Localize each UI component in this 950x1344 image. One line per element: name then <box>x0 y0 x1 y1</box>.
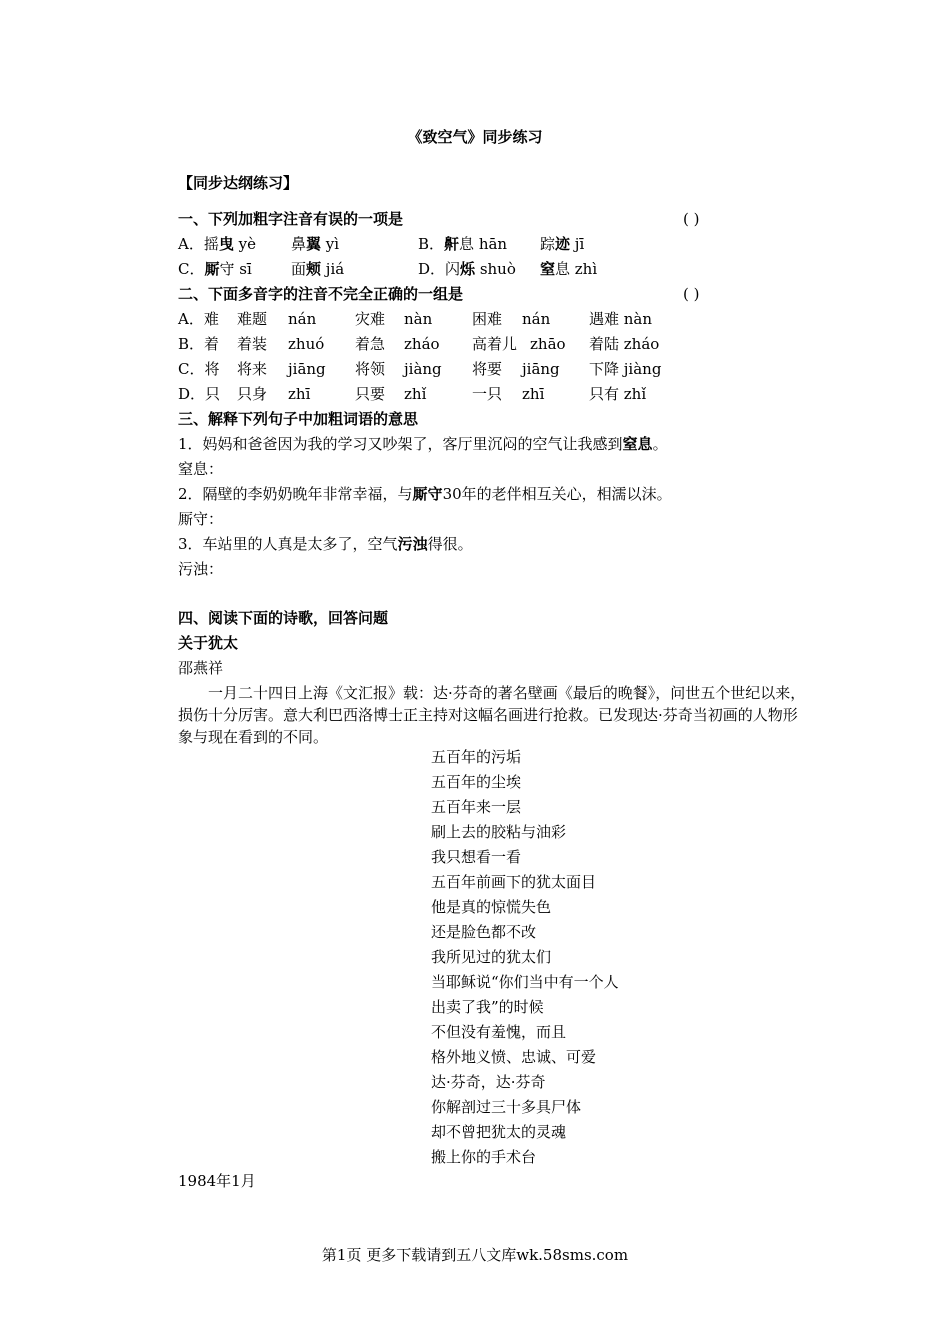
q1-option-c2 <box>291 258 344 280</box>
q1-c-label: C． <box>178 260 205 278</box>
poem-line: 五百年来一层 <box>431 798 522 816</box>
poem-line: 格外地义愤、忠诚、可爱 <box>431 1048 597 1066</box>
q2-cell: 下降 jiàng <box>589 360 662 378</box>
q2-cell: 着急 <box>355 335 386 353</box>
q1-a-pinyin: yè <box>233 235 256 253</box>
q3-answer-3: 污浊： <box>178 560 224 578</box>
q1-b-rest: 息 hān <box>459 235 508 253</box>
q1-a2-pre: 鼻 <box>291 235 307 253</box>
q3-heading: 三、解释下列句子中加粗词语的意思 <box>178 410 419 428</box>
poem-line: 刷上去的胶粘与油彩 <box>431 823 567 841</box>
q1-a2-pinyin: yì <box>321 235 340 253</box>
q1-a-bold: 曳 <box>218 235 234 253</box>
q1-d2-rest: 息 zhì <box>555 260 598 278</box>
q3-s1-bold: 窒息 <box>622 435 653 453</box>
q2-cell: 将要 <box>472 360 503 378</box>
q3-s2-bold: 厮守 <box>412 485 443 503</box>
poem-line: 达·芬奇，达·芬奇 <box>431 1073 546 1091</box>
page-title: 《致空气》同步练习 <box>407 128 543 146</box>
q1-c2-pre: 面 <box>291 260 307 278</box>
q2-cell: nán <box>522 310 551 328</box>
q2-cell: 只要 <box>355 385 386 403</box>
q2-cell: jiāng <box>288 360 326 378</box>
q1-b2-bold: 迹 <box>555 235 571 253</box>
q1-c-bold: 厮 <box>204 260 220 278</box>
q1-d2-bold: 窒 <box>540 260 556 278</box>
q3-s1-post: 。 <box>652 435 668 453</box>
section-header: 【同步达纲练习】 <box>178 174 299 192</box>
poem-line: 还是脸色都不改 <box>431 923 537 941</box>
q2-cell: 灾难 <box>355 310 386 328</box>
q1-c-rest: 守 sī <box>219 260 252 278</box>
q2-cell: 将来 <box>237 360 268 378</box>
q2-cell: jiàng <box>404 360 442 378</box>
q3-answer-1: 窒息： <box>178 460 224 478</box>
q1-a2-bold: 翼 <box>306 235 322 253</box>
q2-cell: 难题 <box>237 310 268 328</box>
q1-heading: 一、下列加粗字注音有误的一项是 <box>178 210 404 228</box>
q2-heading: 二、下面多音字的注音不完全正确的一组是 <box>178 285 464 303</box>
q1-b-bold: 鼾 <box>444 235 460 253</box>
q1-option-b <box>418 233 507 255</box>
q3-answer-2: 厮守： <box>178 510 224 528</box>
q1-option-d2 <box>540 258 597 280</box>
poem-author: 邵燕祥 <box>178 659 224 677</box>
poem-line: 五百年的尘埃 <box>431 773 522 791</box>
poem-line: 我所见过的犹太们 <box>431 948 552 966</box>
q2-cell: 着装 <box>237 335 268 353</box>
q1-a-label: A．摇 <box>178 235 219 253</box>
q1-option-a2 <box>291 233 339 255</box>
q3-s1-pre: 1．妈妈和爸爸因为我的学习又吵架了，客厅里沉闷的空气让我感到 <box>178 435 623 453</box>
q2-cell: jiāng <box>522 360 560 378</box>
q2-cell: zhuó <box>288 335 325 353</box>
q2-cell: D．只 <box>178 385 221 403</box>
q3-s3-pre: 3．车站里的人真是太多了，空气 <box>178 535 398 553</box>
q2-cell: 困难 <box>472 310 503 328</box>
q2-cell: A．难 <box>178 310 219 328</box>
q2-cell: zhǐ <box>404 385 427 403</box>
q1-option-a <box>178 233 256 255</box>
q1-option-b2 <box>540 233 584 255</box>
q1-option-c <box>178 258 252 280</box>
q1-b2-pinyin: jī <box>570 235 585 253</box>
q3-s2-post: 30年的老伴相互关心，相濡以沫。 <box>442 485 672 503</box>
q1-answer-paren: ( ) <box>683 210 700 228</box>
q2-cell: nàn <box>404 310 433 328</box>
q1-c2-pinyin: jiá <box>321 260 345 278</box>
poem-body <box>431 745 619 1170</box>
q2-cell: B．着 <box>178 335 220 353</box>
q2-cell: 只有 zhǐ <box>589 385 647 403</box>
poem-line: 当耶稣说“你们当中有一个人 <box>431 973 619 991</box>
q3-s3-post: 得很。 <box>427 535 473 553</box>
q1-d-bold: 烁 <box>460 260 476 278</box>
q2-cell: 只身 <box>237 385 268 403</box>
poem-line: 不但没有羞愧，而且 <box>431 1023 567 1041</box>
q1-c2-bold: 颊 <box>306 260 322 278</box>
poem-line: 你解剖过三十多具尸体 <box>431 1098 582 1116</box>
poem-line: 却不曾把犹太的灵魂 <box>431 1123 567 1141</box>
q1-b-label: B． <box>418 235 445 253</box>
poem-line: 五百年的污垢 <box>431 748 522 766</box>
q2-cell: nán <box>288 310 317 328</box>
poem-line: 我只想看一看 <box>431 848 522 866</box>
q3-sentence-3 <box>178 533 473 555</box>
poem-intro-paragraph: 一月二十四日上海《文汇报》载：达·芬奇的著名壁画《最后的晚餐》，问世五个世纪以来，损伤十分厉害。意大利巴西洛博士正主持对这幅名画进行抢救。已发现达·芬奇当初画的人物形象与现在看到的不同。 <box>178 684 806 746</box>
q3-s3-bold: 污浊 <box>397 535 428 553</box>
q3-s2-pre: 2．隔壁的李奶奶晚年非常幸福，与 <box>178 485 413 503</box>
poem-line: 五百年前画下的犹太面目 <box>431 873 597 891</box>
q2-cell: 一只 <box>472 385 503 403</box>
poem-title: 关于犹太 <box>178 634 239 652</box>
q2-cell: zhī <box>288 385 311 403</box>
q2-cell: 遇难 nàn <box>589 310 653 328</box>
poem-date: 1984年1月 <box>178 1172 256 1190</box>
q2-cell: 将领 <box>355 360 386 378</box>
q1-d-label: D．闪 <box>418 260 461 278</box>
q1-b2-pre: 踪 <box>540 235 556 253</box>
q2-cell: zhī <box>522 385 545 403</box>
q1-d-pinyin: shuò <box>475 260 516 278</box>
poem-line: 出卖了我”的时候 <box>431 998 544 1016</box>
q2-cell: zhāo <box>530 335 566 353</box>
poem-line: 搬上你的手术台 <box>431 1148 537 1166</box>
q2-cell: 着陆 zháo <box>589 335 660 353</box>
q3-sentence-1 <box>178 433 668 455</box>
q1-option-d <box>418 258 516 280</box>
q2-cell: zháo <box>404 335 440 353</box>
q2-cell: C．将 <box>178 360 220 378</box>
q2-answer-paren: ( ) <box>683 285 700 303</box>
q4-heading: 四、阅读下面的诗歌，回答问题 <box>178 609 389 627</box>
q2-cell: 高着儿 <box>472 335 518 353</box>
q3-sentence-2 <box>178 483 672 505</box>
poem-line: 他是真的惊慌失色 <box>431 898 552 916</box>
page-footer: 第1页 更多下载请到五八文库wk.58sms.com <box>321 1246 629 1264</box>
